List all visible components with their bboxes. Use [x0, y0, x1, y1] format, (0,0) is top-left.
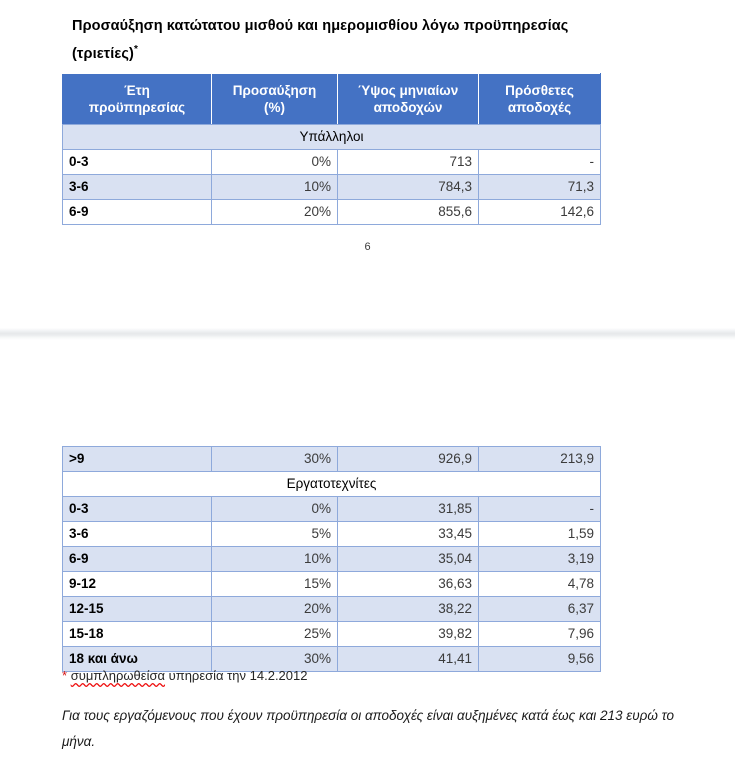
section-header-row	[63, 472, 601, 497]
cell-increase: 25%	[212, 622, 338, 647]
column-header-increase-line2: (%)	[264, 100, 285, 115]
column-header-years-line1: Έτη	[124, 83, 150, 98]
cell-additional: 6,37	[479, 597, 601, 622]
cell-additional: -	[479, 497, 601, 522]
cell-years: 6-9	[63, 200, 212, 225]
cell-additional: -	[479, 150, 601, 175]
cell-years: 3-6	[63, 522, 212, 547]
cell-years: 15-18	[63, 622, 212, 647]
cell-increase: 0%	[212, 497, 338, 522]
cell-monthly: 784,3	[338, 175, 479, 200]
salary-table-part-1	[62, 73, 600, 225]
cell-years: 0-3	[63, 497, 212, 522]
cell-additional: 71,3	[479, 175, 601, 200]
table-header-row	[63, 74, 601, 125]
table-row	[63, 622, 601, 647]
cell-increase: 10%	[212, 175, 338, 200]
footnote-misspelled-word: συμπληρωθείσα	[70, 668, 166, 683]
salary-table	[62, 73, 601, 225]
title-footnote-marker: *	[133, 44, 138, 55]
column-header-additional	[479, 74, 601, 125]
column-header-monthly-line1: Ύψος μηνιαίων	[357, 83, 459, 98]
salary-table-part-2	[62, 446, 600, 672]
cell-increase: 20%	[212, 597, 338, 622]
cell-years: 6-9	[63, 547, 212, 572]
table-row	[63, 572, 601, 597]
cell-monthly: 33,45	[338, 522, 479, 547]
cell-increase: 15%	[212, 572, 338, 597]
column-header-monthly-line2: αποδοχών	[373, 100, 443, 115]
column-header-years-line2: προϋπηρεσίας	[88, 100, 186, 115]
cell-monthly: 926,9	[338, 447, 479, 472]
document-page-1	[0, 0, 735, 330]
page-title-line-1: Προσαύξηση κατώτατου μισθού και ημερομισθίου λόγω προϋπηρεσίας	[72, 18, 569, 34]
cell-monthly: 38,22	[338, 597, 479, 622]
cell-years: >9	[63, 447, 212, 472]
cell-increase: 5%	[212, 522, 338, 547]
cell-years: 12-15	[63, 597, 212, 622]
cell-additional: 4,78	[479, 572, 601, 597]
cell-increase: 30%	[212, 647, 338, 672]
footnote	[62, 668, 307, 683]
column-header-increase-line1: Προσαύξηση	[232, 83, 317, 98]
cell-additional: 142,6	[479, 200, 601, 225]
cell-additional: 1,59	[479, 522, 601, 547]
cell-monthly: 35,04	[338, 547, 479, 572]
column-header-additional-line2: αποδοχές	[507, 100, 572, 115]
closing-note: Για τους εργαζόμενους που έχουν προϋπηρεσία οι αποδοχές είναι αυξημένες κατά έως και 213 ευρώ το μήνα.	[62, 708, 675, 749]
cell-monthly: 713	[338, 150, 479, 175]
cell-monthly: 36,63	[338, 572, 479, 597]
cell-monthly: 39,82	[338, 622, 479, 647]
table-row	[63, 200, 601, 225]
cell-monthly: 31,85	[338, 497, 479, 522]
table-row	[63, 150, 601, 175]
page-title	[72, 14, 672, 66]
column-header-monthly	[338, 74, 479, 125]
section-title-employees: Υπάλληλοι	[63, 125, 601, 150]
cell-years: 0-3	[63, 150, 212, 175]
cell-years: 3-6	[63, 175, 212, 200]
table-row	[63, 597, 601, 622]
page-number: 6	[364, 241, 371, 253]
table-row	[63, 497, 601, 522]
table-row	[63, 175, 601, 200]
cell-additional: 213,9	[479, 447, 601, 472]
table-row	[63, 547, 601, 572]
column-header-years	[63, 74, 212, 125]
cell-increase: 10%	[212, 547, 338, 572]
page-break-separator	[0, 328, 735, 340]
cell-increase: 30%	[212, 447, 338, 472]
cell-additional: 9,56	[479, 647, 601, 672]
cell-additional: 7,96	[479, 622, 601, 647]
cell-monthly: 41,41	[338, 647, 479, 672]
section-title-workers: Εργατοτεχνίτες	[63, 472, 601, 497]
table-row	[63, 447, 601, 472]
salary-table-continued	[62, 446, 601, 672]
cell-additional: 3,19	[479, 547, 601, 572]
table-row	[63, 522, 601, 547]
column-header-increase	[212, 74, 338, 125]
footnote-asterisk: *	[62, 668, 68, 683]
footnote-text: υπηρεσία την 14.2.2012	[165, 668, 308, 683]
section-header-row	[63, 125, 601, 150]
cell-years: 18 και άνω	[63, 647, 212, 672]
cell-increase: 0%	[212, 150, 338, 175]
cell-monthly: 855,6	[338, 200, 479, 225]
cell-increase: 20%	[212, 200, 338, 225]
column-header-additional-line1: Πρόσθετες	[505, 83, 574, 98]
cell-years: 9-12	[63, 572, 212, 597]
page-title-line-2: (τριετίες)	[72, 45, 134, 62]
